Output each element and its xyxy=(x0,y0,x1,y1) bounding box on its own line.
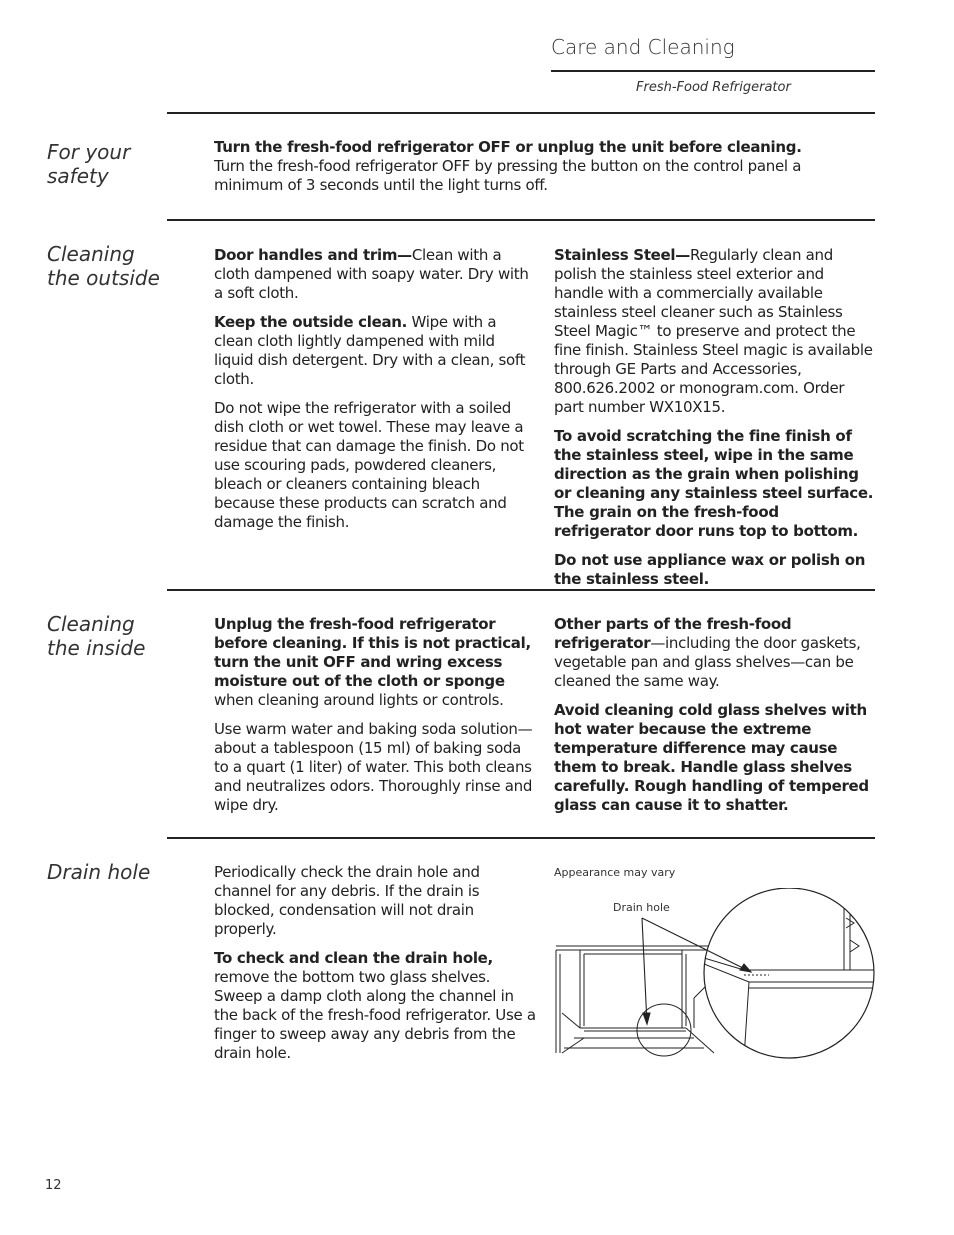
paragraph-text: Regularly clean and polish the stainless steel exterior and handle with a commercially available stainless steel cleaner such as Stainless Steel Magic™ to preserve and protect the fine finish. Stainless Steel magic is available through GE Parts and Accessories, 800.626.2002 or monogram.com. Order part number WX10X15. xyxy=(554,246,873,416)
paragraph: Use warm water and baking soda solution—about a tablespoon (15 ml) of baking soda to a quart (1 liter) of water. This both cleans and neutralizes odors. Thoroughly rinse and wipe dry. xyxy=(214,720,533,814)
inside-right-column xyxy=(554,615,876,825)
bold-lead: Other parts of the fresh-food refrigerator xyxy=(554,615,792,652)
bold-lead: Stainless Steel— xyxy=(554,246,690,264)
paragraph-text: Clean with a cloth dampened with soapy water. Dry with a soft cloth. xyxy=(214,246,529,302)
section-divider xyxy=(167,589,875,591)
page-number: 12 xyxy=(45,1178,62,1193)
paragraph xyxy=(554,246,876,417)
bold-lead: Door handles and trim— xyxy=(214,246,412,264)
paragraph-text: when cleaning around lights or controls. xyxy=(214,691,504,709)
bold-lead: Keep the outside clean. xyxy=(214,313,408,331)
bold-lead: Unplug the fresh-food refrigerator before cleaning. If this is not practical, turn the unit OFF and wring excess moisture out of the cloth or sponge xyxy=(214,615,531,690)
section-title: Care and Cleaning xyxy=(551,35,735,59)
drain-hole-label: Drain hole xyxy=(613,901,670,914)
warning-paragraph: Do not use appliance wax or polish on the stainless steel. xyxy=(554,551,866,588)
section-subtitle: Fresh-Food Refrigerator xyxy=(636,80,791,95)
paragraph-text: Wipe with a clean cloth lightly dampened with mild liquid dish detergent. Dry with a clean, soft cloth. xyxy=(214,313,526,388)
paragraph xyxy=(554,615,876,691)
paragraph xyxy=(214,615,536,710)
inside-left-column xyxy=(214,615,536,825)
paragraph-text: —including the door gaskets, vegetable pan and glass shelves—can be cleaned the same way. xyxy=(554,634,861,690)
side-heading-inside: Cleaning the inside xyxy=(47,612,146,660)
bold-lead: To check and clean the drain hole, xyxy=(214,949,493,967)
outside-left-column xyxy=(214,246,536,542)
illustration-caption: Appearance may vary xyxy=(554,866,676,879)
warning-paragraph: Avoid cleaning cold glass shelves with hot water because the extreme temperature difference may cause them to break. Handle glass shelves carefully. Rough handling of tempered glass can cause it to shatter. xyxy=(554,701,869,814)
header-divider xyxy=(551,70,875,72)
paragraph: Periodically check the drain hole and channel for any debris. If the drain is blocked, condensation will not drain properly. xyxy=(214,863,480,938)
safety-warning: Turn the fresh-food refrigerator OFF or unplug the unit before cleaning. xyxy=(214,138,802,156)
paragraph: Do not wipe the refrigerator with a soiled dish cloth or wet towel. These may leave a residue that can damage the finish. Do not use scouring pads, powdered cleaners, bleach or cleaners containing bleach because these products can scratch and damage the finish. xyxy=(214,399,524,531)
section-divider xyxy=(167,112,875,114)
safety-block xyxy=(214,138,814,195)
side-heading-outside: Cleaning the outside xyxy=(47,242,160,290)
paragraph xyxy=(214,246,536,303)
side-heading-drain: Drain hole xyxy=(47,860,151,884)
safety-text: Turn the fresh-food refrigerator OFF by pressing the button on the control panel a minimum of 3 seconds until the light turns off. xyxy=(214,157,802,194)
paragraph xyxy=(214,313,536,389)
warning-paragraph: To avoid scratching the fine finish of the stainless steel, wipe in the same direction as the grain when polishing or cleaning any stainless steel surface. The grain on the fresh-food refrigerator door runs top to bottom. xyxy=(554,427,874,540)
side-heading-safety: For your safety xyxy=(47,140,131,188)
outside-right-column xyxy=(554,246,876,599)
section-divider xyxy=(167,219,875,221)
drain-left-column xyxy=(214,863,536,1073)
drain-hole-illustration xyxy=(554,888,876,1060)
paragraph-text: remove the bottom two glass shelves. Sweep a damp cloth along the channel in the back of the fresh-food refrigerator. Use a finger to sweep away any debris from the drain hole. xyxy=(214,968,536,1062)
paragraph xyxy=(214,949,536,1063)
section-divider xyxy=(167,837,875,839)
